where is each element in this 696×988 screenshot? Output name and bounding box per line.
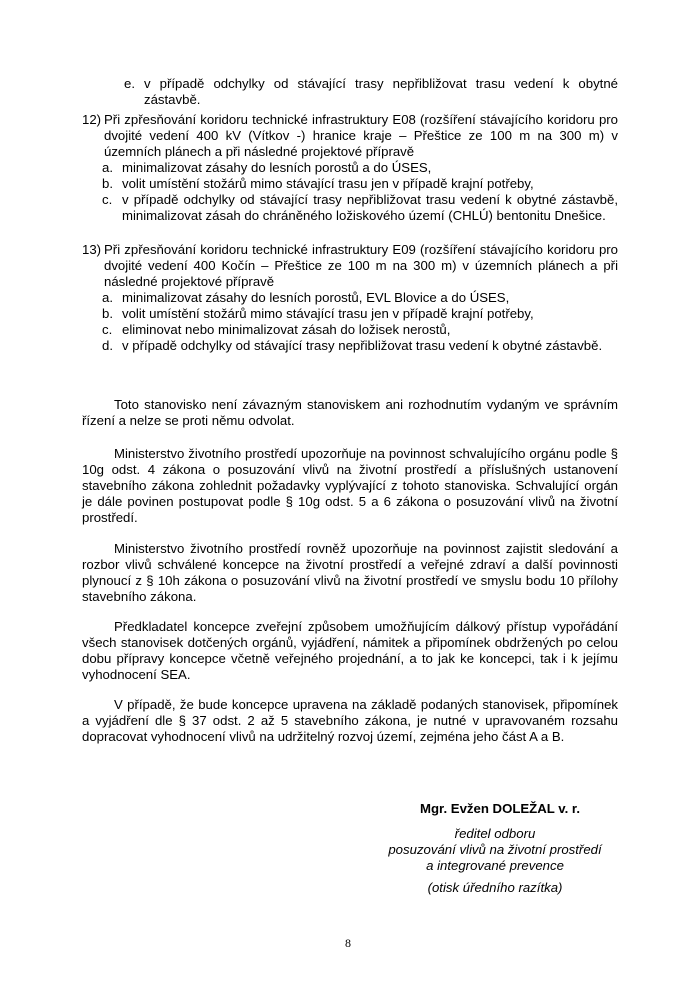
paragraph (82, 397, 618, 429)
item-number: 13) (82, 242, 102, 257)
sub-item (104, 76, 618, 108)
sub-item-letter: d. (102, 338, 113, 353)
paragraph (82, 446, 618, 526)
sub-item-text: volit umístění stožárů mimo stávající trasu jen v případě krajní potřeby, (122, 176, 534, 191)
sub-item (82, 290, 618, 306)
sub-item-text: volit umístění stožárů mimo stávající trasu jen v případě krajní potřeby, (122, 306, 534, 321)
paragraph-text: V případě, že bude koncepce upravena na základě podaných stanovisek, připomínek a vyjádření dle § 37 odst. 2 až 5 stavebního zákona, je nutné v upravovaném rozsahu dopracovat vyhodnocení vlivů na udržitelný rozvoj území, zejména jeho část A a B. (82, 697, 618, 744)
numbered-item-12 (82, 112, 618, 224)
item-text: Při zpřesňování koridoru technické infrastruktury E09 (rozšíření stávajícího koridoru pro dvojité vedení 400 Kočín – Přeštice ze 100 m na 300 m) v územních plánech a při následné projektové přípravě (104, 242, 618, 289)
signatory-title: a integrované prevence (426, 858, 564, 873)
sub-item-text: eliminovat nebo minimalizovat zásah do ložisek nerostů, (122, 322, 451, 337)
sub-item-letter: a. (102, 290, 113, 305)
list-item-e (82, 76, 618, 108)
sub-item (82, 176, 618, 192)
item-number: 12) (82, 112, 102, 127)
sub-item-letter: b. (102, 176, 113, 191)
signatory-name: Mgr. Evžen DOLEŽAL v. r. (420, 801, 580, 816)
paragraph-text: Ministerstvo životního prostředí upozorňuje na povinnost schvalujícího orgánu podle § 10g odst. 4 zákona o posuzování vlivů na životní prostředí a příslušných ustanovení stavebního zákona zohlednit požadavky vyplývající z tohoto stanoviska. Schvalující orgán je dále povinen postupovat podle § 10g odst. 5 a 6 zákona o posuzování vlivů na životní prostředí. (82, 446, 618, 525)
paragraph-text: Toto stanovisko není závazným stanoviskem ani rozhodnutím vydaným ve správním řízení a nelze se proti němu odvolat. (82, 397, 618, 428)
paragraph-text: Předkladatel koncepce zveřejní způsobem umožňujícím dálkový přístup vypořádání všech stanovisek dotčených orgánů, vyjádření, námitek a připomínek obdržených po celou dobu přípravy koncepce včetně veřejného projednání, a to jak ke koncepci, tak i k jejímu vyhodnocení SEA. (82, 619, 618, 682)
page-number: 8 (345, 936, 351, 950)
sub-item-letter: e. (124, 76, 135, 91)
sub-item-text: v případě odchylky od stávající trasy nepřibližovat trasu vedení k obytné zástavbě. (144, 76, 618, 107)
sub-item-text: v případě odchylky od stávající trasy nepřibližovat trasu vedení k obytné zástavbě, minimalizovat zásah do chráněného ložiskového území (CHLÚ) bentonitu Dnešice. (122, 192, 618, 223)
paragraph-text: Ministerstvo životního prostředí rovněž upozorňuje na povinnost zajistit sledování a rozbor vlivů schválené koncepce na životní prostředí a veřejné zdraví a další povinnosti plynoucí z § 10h zákona o posuzování vlivů na životní prostředí ve smyslu bodu 10 přílohy stavebního zákona. (82, 541, 618, 604)
sub-item (82, 192, 618, 224)
paragraph (82, 541, 618, 605)
sub-item-text: minimalizovat zásahy do lesních porostů, EVL Blovice a do ÚSES, (122, 290, 510, 305)
signatory-title: ředitel odboru (454, 826, 536, 841)
paragraph (82, 619, 618, 683)
sub-item-letter: c. (102, 322, 113, 337)
sub-item-text: minimalizovat zásahy do lesních porostů a do ÚSES, (122, 160, 432, 175)
sub-item (82, 338, 618, 354)
sub-item-text: v případě odchylky od stávající trasy nepřibližovat trasu vedení k obytné zástavbě. (122, 338, 603, 353)
item-text: Při zpřesňování koridoru technické infrastruktury E08 (rozšíření stávajícího koridoru pro dvojité vedení 400 kV (Vítkov -) hranice kraje – Přeštice ze 100 m na 300 m) v územních plánech a při následné projektové přípravě (104, 112, 618, 159)
paragraph (82, 697, 618, 745)
sub-item (82, 160, 618, 176)
sub-item-letter: c. (102, 192, 113, 207)
sub-item (82, 306, 618, 322)
sub-item-letter: a. (102, 160, 113, 175)
sub-item-letter: b. (102, 306, 113, 321)
sub-item (82, 322, 618, 338)
numbered-item-13 (82, 242, 618, 354)
stamp-note: (otisk úředního razítka) (427, 880, 563, 895)
signatory-title: posuzování vlivů na životní prostředí (388, 842, 602, 857)
